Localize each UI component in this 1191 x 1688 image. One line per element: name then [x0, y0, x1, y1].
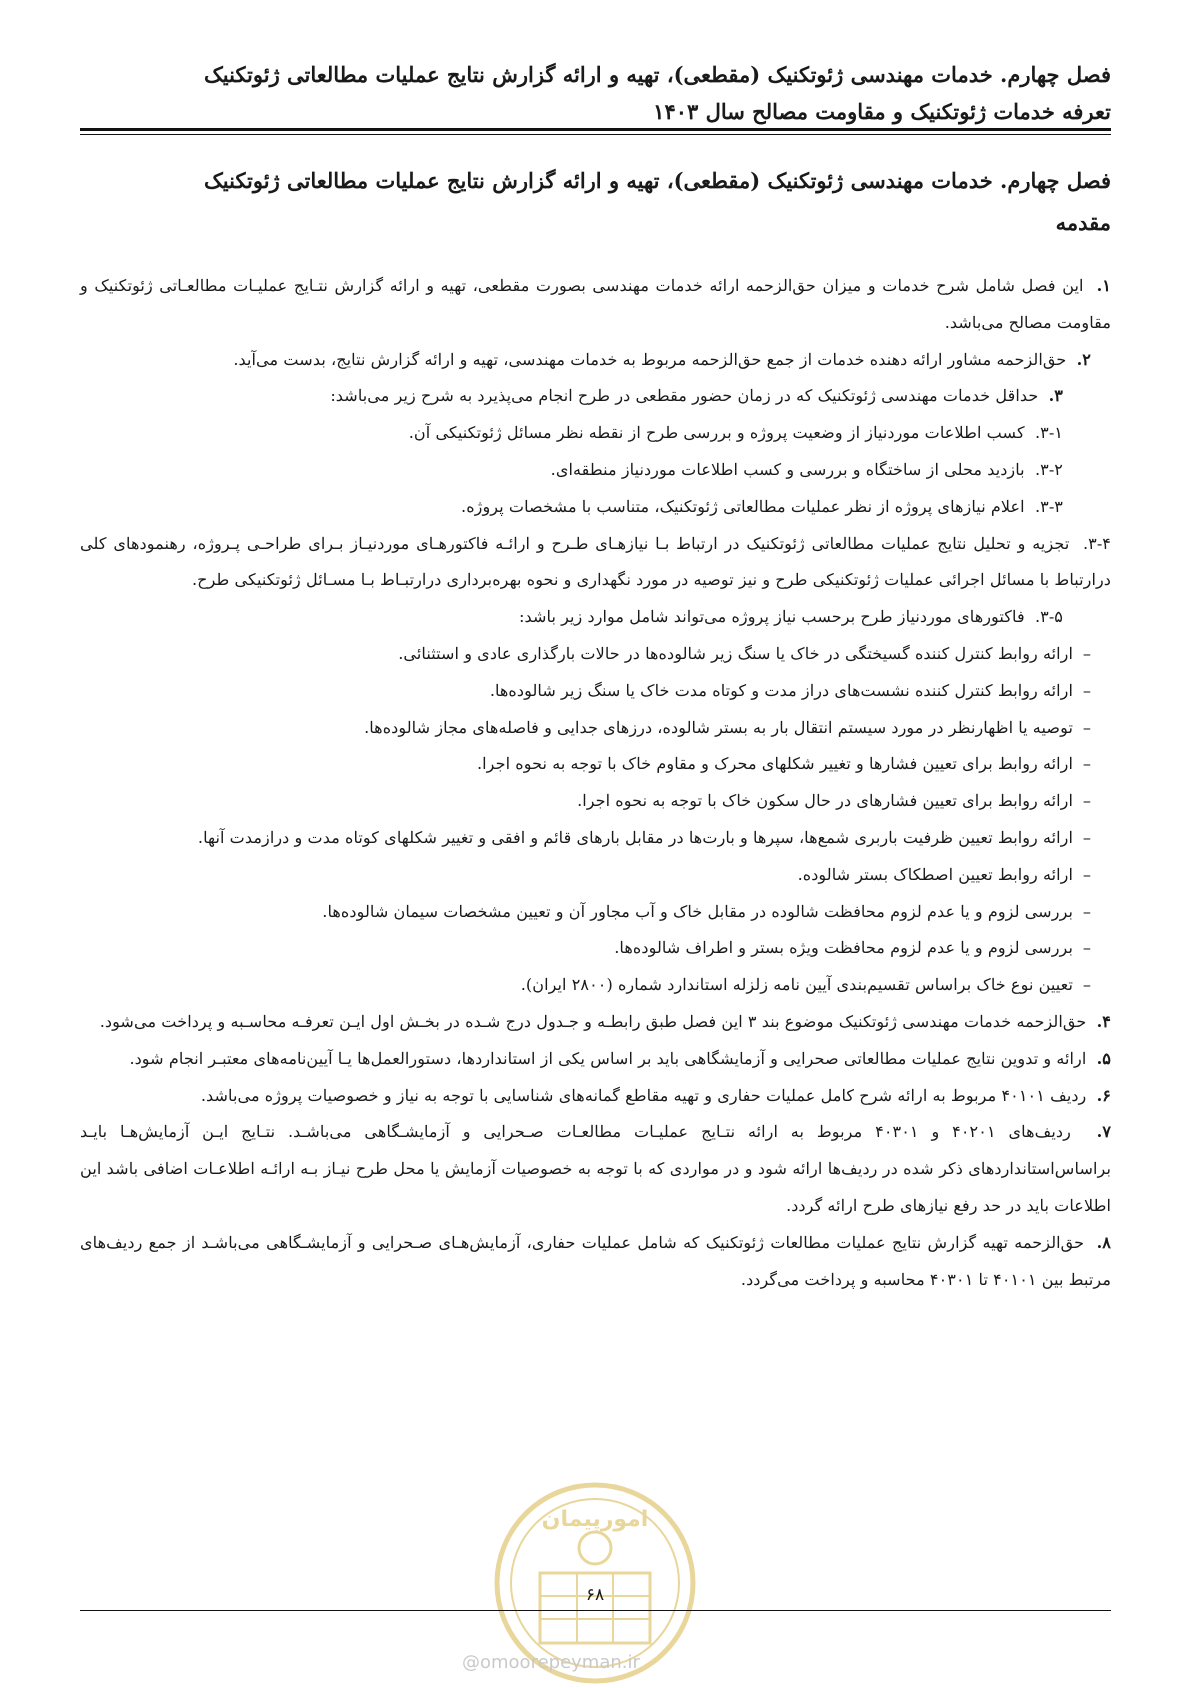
dash-bullet-icon: –	[1082, 680, 1091, 700]
dash-bullet-icon: –	[1082, 754, 1091, 774]
paragraph-number: ۳.	[1048, 386, 1063, 406]
paragraph-text: فاکتورهای موردنیاز طرح برحسب نیاز پروژه می‌تواند شامل موارد زیر باشد:	[519, 607, 1025, 627]
footer-rule	[80, 1610, 1111, 1611]
paragraph-3-4	[80, 526, 1111, 600]
paragraph-text: ارائه و تدوین نتایج عملیات مطالعاتی صحرایی و آزمایشگاهی باید بر اساس یکی از استانداردها، دستورالعمل‌ها یـا آیین‌نامه‌های معتبـر انجام شود.	[129, 1048, 1087, 1068]
paragraph-8	[80, 1225, 1111, 1299]
paragraph-3	[80, 378, 1111, 415]
paragraph-number: ۳-۵.	[1034, 607, 1063, 627]
paragraph-number: ۴.	[1096, 1011, 1111, 1031]
page-number: ۶۸	[585, 1585, 605, 1605]
bullet-item: –ارائه روابط کنترل کننده نشست‌های دراز مدت و کوتاه مدت خاک یا سنگ زیر شالوده‌ها.	[80, 673, 1111, 710]
paragraph-text: بازدید محلی از ساختگاه و بررسی و کسب اطلاعات موردنیاز منطقه‌ای.	[550, 459, 1025, 479]
paragraph-3-1	[80, 415, 1111, 452]
bullet-item: –تعیین نوع خاک براساس تقسیم‌بندی آیین نامه زلزله استاندارد شماره (۲۸۰۰ ایران).	[80, 967, 1111, 1004]
chapter-title	[80, 160, 1111, 244]
bullet-item: –توصیه یا اظهارنظر در مورد سیستم انتقال بار به بستر شالوده، درزهای جدایی و فاصله‌های مجاز شالوده‌ها.	[80, 710, 1111, 747]
paragraph-number: ۳-۲.	[1034, 459, 1063, 479]
paragraph-number: ۱.	[1096, 276, 1111, 295]
paragraph-number: ۳-۳.	[1034, 496, 1063, 516]
paragraph-number: ۵.	[1096, 1048, 1111, 1068]
dash-bullet-icon: –	[1082, 643, 1091, 663]
paragraph-3-5	[80, 599, 1111, 636]
bullet-item: –ارائه روابط کنترل کننده گسیختگی در خاک یا سنگ زیر شالوده‌ها در حالات بارگذاری عادی و استثنائی.	[80, 636, 1111, 673]
paragraph-6	[80, 1078, 1111, 1115]
paragraph-text: حق‌الزحمه مشاور ارائه دهنده خدمات از جمع حق‌الزحمه مربوط به خدمات مهندسی، تهیه و ارائه گزارش نتایج، بدست می‌آید.	[233, 349, 1067, 369]
running-header	[80, 56, 1111, 130]
bullet-item: –بررسی لزوم و یا عدم لزوم محافظت شالوده در مقابل خاک و آب مجاور آن و تعیین مشخصات سیمان شالوده‌ها.	[80, 894, 1111, 931]
paragraph-text: این فصل شامل شرح خدمات و میزان حق‌الزحمه ارائه خدمات مهندسی بصورت مقطعی، تهیه و ارائه گزارش نتـایج عملیـات مطالعـاتی ژئوتکنیک و مقاومت مصالح می‌باشد.	[80, 276, 1111, 332]
paragraph-text: اعلام نیازهای پروژه از نظر عملیات مطالعاتی ژئوتکنیک، متناسب با مشخصات پروژه.	[461, 496, 1025, 516]
dash-bullet-icon: –	[1082, 827, 1091, 847]
bullet-item: –ارائه روابط برای تعیین فشارها و تغییر شکلهای محرک و مقاوم خاک با توجه به نحوه اجرا.	[80, 746, 1111, 783]
paragraph-text: ردیف‌های ۴۰۲۰۱ و ۴۰۳۰۱ مربوط به ارائه نتـایج عملیـات مطالعـات صـحرایی و آزمایشـگاهی می‌باشـد. نتـایج ایـن آزمایش‌هـا بایـد براساس‌استانداردهای ذکر شده در ردیف‌ها ارائه شود و در مواردی که با توجه به خصوصیات آزمایش یا محل طرح نیـاز بـه ارائـه اطلاعـات اضافی باشد این اطلاعات باید در حد رفع نیازهای طرح ارائه گردد.	[80, 1122, 1111, 1215]
watermark-logo-text: امورپیمان	[541, 1507, 649, 1532]
paragraph-number: ۸.	[1096, 1232, 1111, 1252]
paragraph-text: حداقل خدمات مهندسی ژئوتکنیک که در زمان حضور مقطعی در طرح انجام می‌پذیرد به شرح زیر می‌باشد:	[330, 386, 1039, 406]
dash-bullet-icon: –	[1082, 901, 1091, 921]
dash-bullet-icon: –	[1082, 791, 1091, 811]
paragraph-text: کسب اطلاعات موردنیاز از وضعیت پروژه و بررسی طرح از نقطه نظر مسائل ژئوتکنیکی آن.	[408, 423, 1025, 443]
header-line-2: تعرفه خدمات ژئوتکنیک و مقاومت مصالح سال ۱۴۰۳	[653, 99, 1111, 124]
bullet-item: –بررسی لزوم و یا عدم لزوم محافظت ویژه بستر و اطراف شالوده‌ها.	[80, 930, 1111, 967]
paragraph-text: ردیف ۴۰۱۰۱ مربوط به ارائه شرح کامل عملیات حفاری و تهیه مقاطع گمانه‌های شناسایی با توجه به نیاز و خصوصیات پروژه می‌باشد.	[200, 1085, 1087, 1105]
dash-bullet-icon: –	[1082, 975, 1091, 995]
paragraph-3-2	[80, 452, 1111, 489]
paragraph-text: حق‌الزحمه خدمات مهندسی ژئوتکنیک موضوع بند ۳ این فصل طبق رابطـه و جـدول درج شـده در بخـش اول ایـن تعرفـه محاسـبه و پرداخت می‌شود.	[99, 1011, 1087, 1031]
paragraph-number: ۲.	[1076, 349, 1091, 369]
paragraph-7	[80, 1114, 1111, 1224]
watermark-site: @omoorepeyman.ir	[462, 1652, 640, 1673]
paragraph-number: ۶.	[1096, 1085, 1111, 1105]
dash-bullet-icon: –	[1082, 864, 1091, 884]
paragraph-5	[80, 1041, 1111, 1078]
paragraph-3-3	[80, 489, 1111, 526]
bullet-item: –ارائه روابط برای تعیین فشارهای در حال سکون خاک با توجه به نحوه اجرا.	[80, 783, 1111, 820]
header-rule-thick	[80, 128, 1111, 131]
header-rule-thin	[80, 134, 1111, 135]
paragraph-2	[80, 342, 1111, 379]
at-icon: @	[462, 1652, 480, 1673]
paragraph-text: حق‌الزحمه تهیه گزارش نتایج عملیات مطالعات ژئوتکنیک که شامل عملیات حفاری، آزمایش‌هـای صـحرایی و آزمایشـگاهی می‌باشـد از جمع ردیف‌های مرتبط بین ۴۰۱۰۱ تا ۴۰۳۰۱ محاسبه و پرداخت می‌گردد.	[80, 1232, 1111, 1289]
paragraph-number: ۳-۱.	[1034, 423, 1063, 443]
bullet-item: –ارائه روابط تعیین اصطکاک بستر شالوده.	[80, 857, 1111, 894]
dash-bullet-icon: –	[1082, 938, 1091, 958]
body-text	[80, 268, 1111, 1298]
paragraph-number: ۷.	[1096, 1122, 1112, 1142]
header-line-1: فصل چهارم. خدمات مهندسی ژئوتکنیک (مقطعی)، تهیه و ارائه گزارش نتایج عملیات مطالعاتی ژئوتکنیک	[203, 62, 1111, 87]
dash-bullet-icon: –	[1082, 717, 1091, 737]
paragraph-text: تجزیه و تحلیل نتایج عملیات مطالعاتی ژئوتکنیک در ارتباط بـا نیازهـای طـرح و ارائـه فاکتورهـای موردنیـاز بـرای طراحـی پـروژه، رهنمودهای کلی درارتباط با مسائل اجرائی عملیات ژئوتکنیکی طرح و نیز توصیه در مورد نگهداری و نحوه بهره‌برداری درارتبـاط بـا مسـائل ژئوتکنیکی طرح.	[80, 533, 1111, 590]
section-heading-intro: مقدمه	[1055, 210, 1111, 235]
chapter-title-line: فصل چهارم. خدمات مهندسی ژئوتکنیک (مقطعی)، تهیه و ارائه گزارش نتایج عملیات مطالعاتی ژئوتکنیک	[203, 168, 1111, 193]
paragraph-number: ۳-۴.	[1082, 533, 1111, 553]
paragraph-4	[80, 1004, 1111, 1041]
paragraph-1	[80, 268, 1111, 342]
bullet-item: –ارائه روابط تعیین ظرفیت باربری شمع‌ها، سپرها و بارت‌ها در مقابل بارهای قائم و افقی و تغییر شکلهای کوتاه مدت و درازمدت آنها.	[80, 820, 1111, 857]
